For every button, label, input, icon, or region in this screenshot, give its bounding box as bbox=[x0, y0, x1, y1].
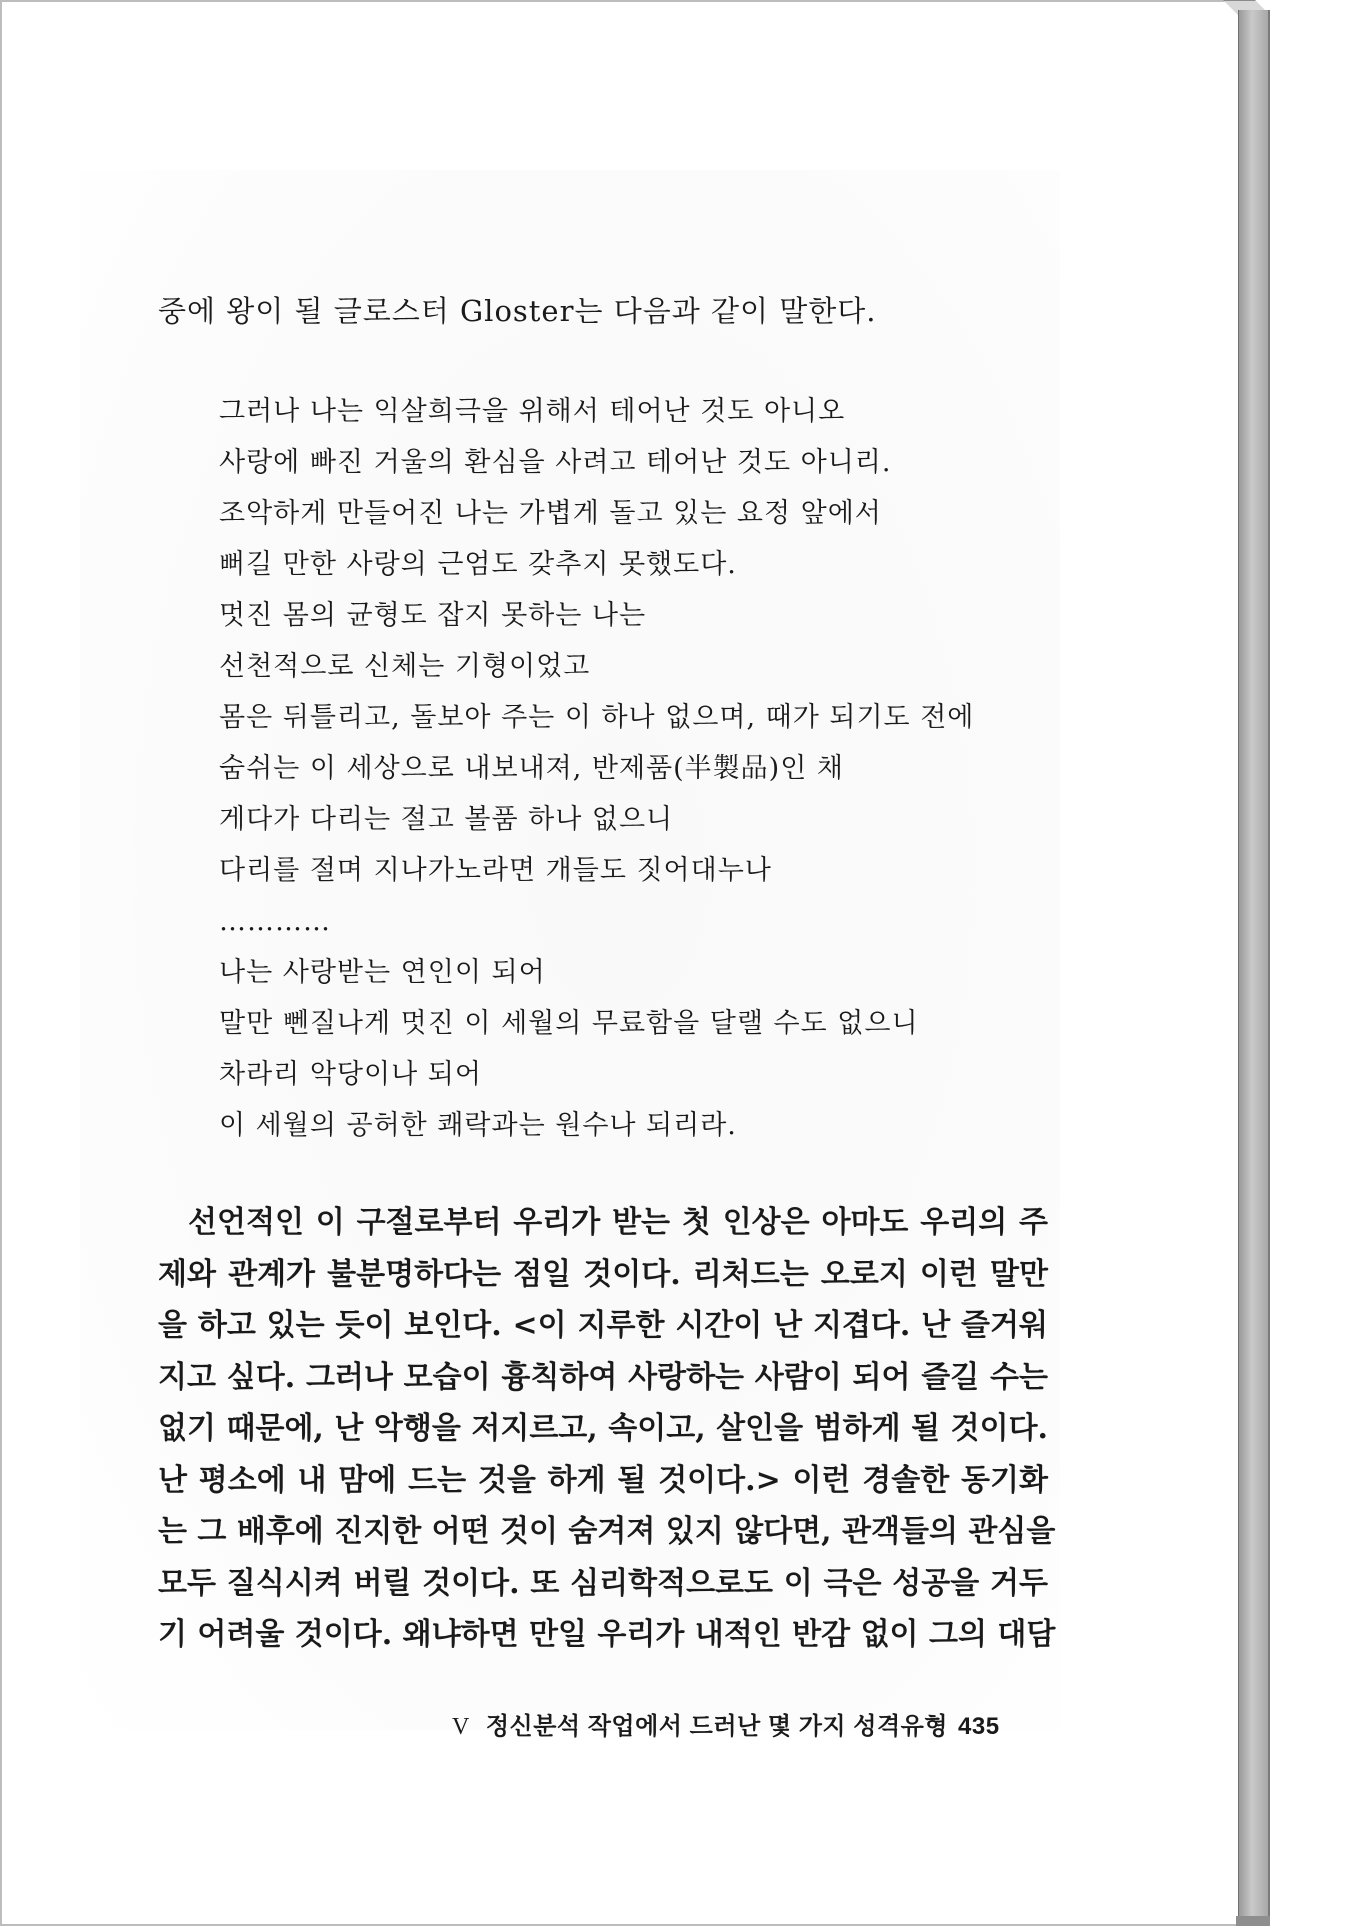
chapter-number: V bbox=[452, 1714, 470, 1740]
prose-line: 지고 싶다. 그러나 모습이 흉칙하여 사랑하는 사람이 되어 즐길 수는 bbox=[158, 1359, 1048, 1395]
prose-line: 난 평소에 내 맘에 드는 것을 하게 될 것이다.> 이런 경솔한 동기화 bbox=[158, 1462, 1048, 1498]
prose-line: 기 어려울 것이다. 왜냐하면 만일 우리가 내적인 반감 없이 그의 대담 bbox=[158, 1617, 1056, 1652]
poem-line: 숨쉬는 이 세상으로 내보내져, 반제품(半製品)인 채 bbox=[219, 753, 844, 784]
prose-line: 모두 질식시켜 버릴 것이다. 또 심리학적으로도 이 극은 성공을 거두 bbox=[158, 1565, 1048, 1601]
prose-line: 는 그 배후에 진지한 어떤 것이 숨겨져 있지 않다면, 관객들의 관심을 bbox=[158, 1514, 1056, 1549]
book-edge-bottom bbox=[1236, 1916, 1270, 1926]
prose-line: 선언적인 이 구절로부터 우리가 받는 첫 인상은 아마도 우리의 주 bbox=[188, 1205, 1048, 1240]
prose-line: 제와 관계가 불분명하다는 점일 것이다. 리처드는 오로지 이런 말만 bbox=[158, 1256, 1048, 1292]
poem-line: 말만 뻰질나게 멋진 이 세월의 무료함을 달랠 수도 없으니 bbox=[219, 1008, 919, 1039]
poem-line: 뻐길 만한 사랑의 근엄도 갖추지 못했도다. bbox=[219, 549, 737, 580]
poem-line: 조악하게 만들어진 나는 가볍게 돌고 있는 요정 앞에서 bbox=[219, 498, 882, 529]
poem-line: 사랑에 빠진 거울의 환심을 사려고 테어난 것도 아니리. bbox=[219, 447, 892, 478]
running-footer bbox=[452, 1706, 1000, 1741]
poem-line: 나는 사랑받는 연인이 되어 bbox=[219, 957, 546, 988]
prose-paragraph bbox=[158, 1197, 1056, 1661]
section-title: 정신분석 작업에서 드러난 몇 가지 성격유형 bbox=[485, 1713, 948, 1740]
poem-line: 이 세월의 공허한 쾌락과는 원수나 되리라. bbox=[219, 1110, 737, 1141]
book-edge bbox=[1238, 10, 1270, 1918]
poem-line: 멋진 몸의 균형도 잡지 못하는 나는 bbox=[219, 600, 647, 631]
poem-line: 게다가 다리는 절고 볼품 하나 없으니 bbox=[219, 804, 674, 835]
intro-line: 중에 왕이 될 글로스터 Gloster는 다음과 같이 말한다. bbox=[158, 294, 877, 328]
poem-line: 몸은 뒤틀리고, 돌보아 주는 이 하나 없으며, 때가 되기도 전에 bbox=[219, 702, 975, 733]
poem-line: 그러나 나는 익살희극을 위해서 테어난 것도 아니오 bbox=[219, 396, 846, 427]
poem-line: 차라리 악당이나 되어 bbox=[219, 1059, 482, 1090]
page-number: 435 bbox=[958, 1713, 1000, 1740]
poem-line: 다리를 절며 지나가노라면 개들도 짓어대누나 bbox=[219, 855, 772, 886]
poem-ellipsis: ………… bbox=[219, 906, 331, 937]
prose-line: 없기 때문에, 난 악행을 저지르고, 속이고, 살인을 범하게 될 것이다. bbox=[158, 1411, 1048, 1446]
poem-line: 선천적으로 신체는 기형이었고 bbox=[219, 651, 591, 682]
prose-line: 을 하고 있는 듯이 보인다. <이 지루한 시간이 난 지겹다. 난 즐거워 bbox=[158, 1308, 1048, 1343]
poem-block bbox=[219, 386, 974, 1151]
